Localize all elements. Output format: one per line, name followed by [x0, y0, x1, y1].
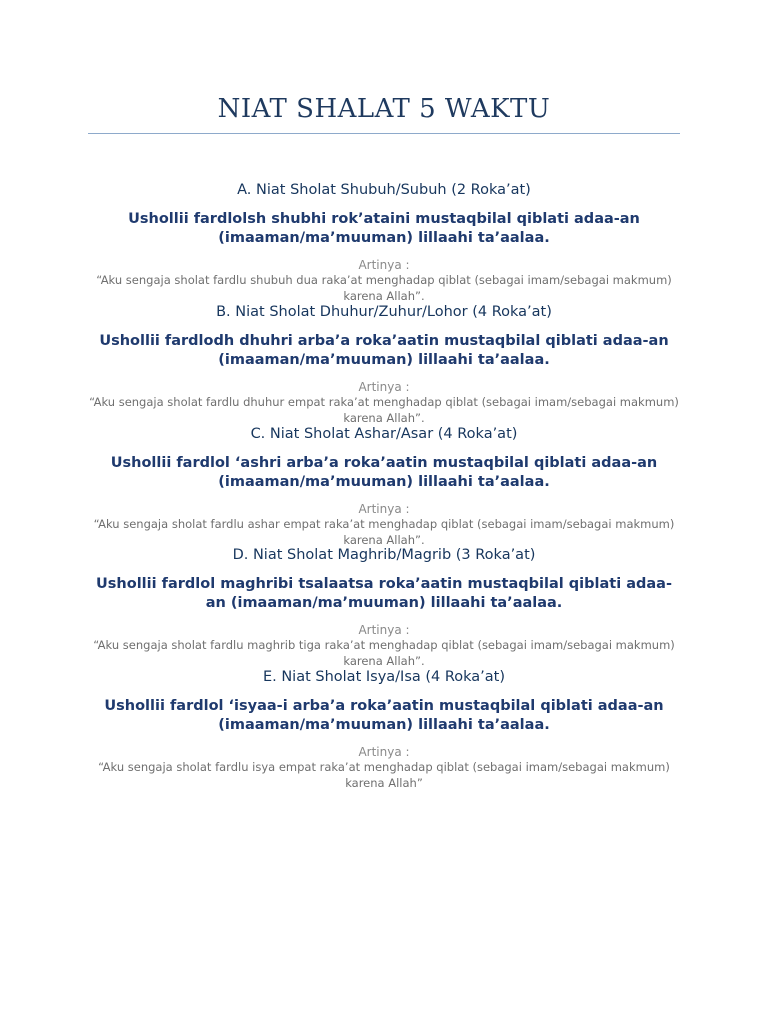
niat-text: Ushollii fardlol maghribi tsalaatsa roka’aatin mustaqbilal qiblati adaa-an (imaaman/ma’muuman) lillaahi ta’aalaa.: [96, 576, 672, 611]
section-heading: B. Niat Sholat Dhuhur/Zuhur/Lohor (4 Roka’at): [216, 304, 552, 320]
section-heading: C. Niat Sholat Ashar/Asar (4 Roka’at): [250, 426, 518, 442]
section-dhuhur: [88, 302, 680, 424]
niat-text: Ushollii fardlol ‘isyaa-i arba’a roka’aatin mustaqbilal qiblati adaa-an (imaaman/ma’muuman) lillaahi ta’aalaa.: [104, 698, 664, 733]
section-maghrib: [88, 545, 680, 667]
artinya-label: Artinya :: [358, 745, 410, 759]
meaning-text: “Aku sengaja sholat fardlu isya empat raka’at menghadap qiblat (sebagai imam/sebagai makmum) karena Allah”: [98, 760, 670, 790]
niat-text: Ushollii fardlolsh shubhi rok’ataini mustaqbilal qiblati adaa-an (imaaman/ma’muuman) lillaahi ta’aalaa.: [128, 211, 640, 246]
sections-list: [88, 180, 680, 789]
meaning-text: “Aku sengaja sholat fardlu maghrib tiga raka’at menghadap qiblat (sebagai imam/sebagai makmum) karena Allah”.: [93, 638, 675, 668]
meaning-text: “Aku sengaja sholat fardlu dhuhur empat raka’at menghadap qiblat (sebagai imam/sebagai makmum) karena Allah”.: [89, 395, 679, 425]
section-heading: A. Niat Sholat Shubuh/Subuh (2 Roka’at): [237, 182, 531, 198]
meaning-text: “Aku sengaja sholat fardlu shubuh dua raka’at menghadap qiblat (sebagai imam/sebagai makmum) karena Allah”.: [96, 273, 672, 303]
niat-text: Ushollii fardlol ‘ashri arba’a roka’aatin mustaqbilal qiblati adaa-an (imaaman/ma’muuman) lillaahi ta’aalaa.: [110, 455, 658, 490]
section-isya: [88, 667, 680, 789]
meaning-text: “Aku sengaja sholat fardlu ashar empat raka’at menghadap qiblat (sebagai imam/sebagai makmum) karena Allah”.: [93, 517, 675, 547]
artinya-label: Artinya :: [358, 502, 410, 516]
section-heading: E. Niat Sholat Isya/Isa (4 Roka’at): [262, 669, 506, 685]
title-underline: [88, 133, 680, 134]
page-title: NIAT SHALAT 5 WAKTU: [217, 94, 551, 124]
section-subuh: [88, 180, 680, 302]
niat-text: Ushollii fardlodh dhuhri arba’a roka’aatin mustaqbilal qiblati adaa-an (imaaman/ma’muuman) lillaahi ta’aalaa.: [99, 333, 669, 368]
artinya-label: Artinya :: [358, 258, 410, 272]
section-heading: D. Niat Sholat Maghrib/Magrib (3 Roka’at): [232, 547, 536, 563]
artinya-label: Artinya :: [358, 623, 410, 637]
artinya-label: Artinya :: [358, 380, 410, 394]
section-ashar: [88, 424, 680, 545]
